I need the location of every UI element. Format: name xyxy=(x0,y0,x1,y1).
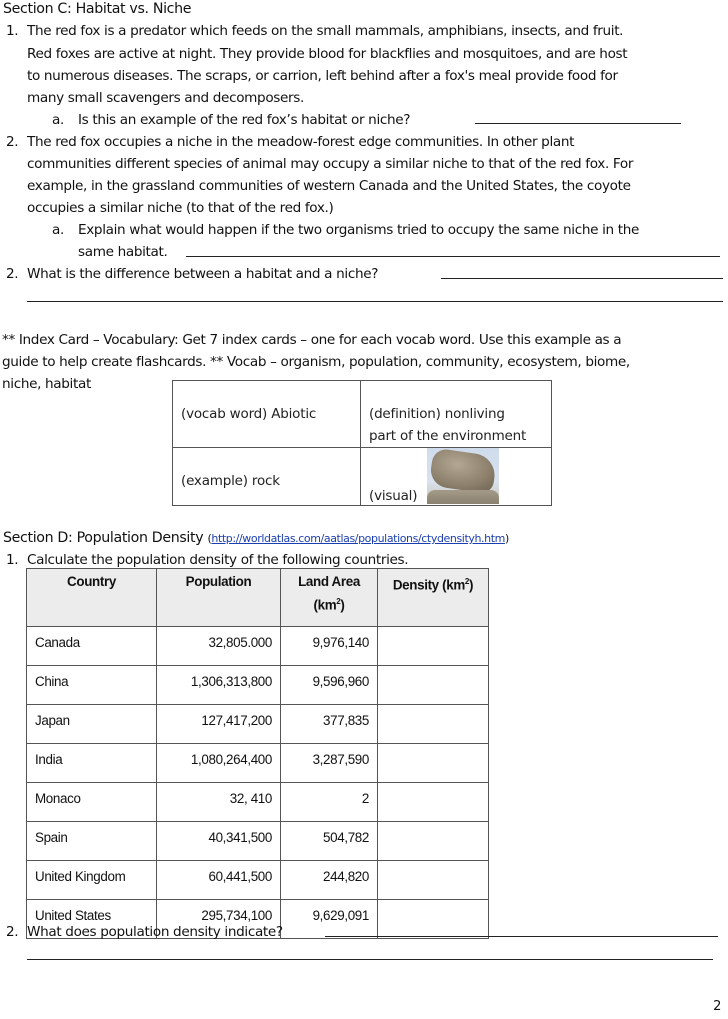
q3-number: 2. xyxy=(6,266,19,282)
cell-density-answer[interactable] xyxy=(378,783,489,822)
q1a-text: Is this an example of the red fox’s habitat or niche? xyxy=(78,112,411,128)
q1a-letter: a. xyxy=(52,112,64,128)
card-definition-line-2: part of the environment xyxy=(369,428,527,444)
cell-density-answer[interactable] xyxy=(378,861,489,900)
q3-answer-blank-1[interactable] xyxy=(441,264,723,279)
header-density-sup: 2 xyxy=(464,577,470,586)
cell-country: Japan xyxy=(27,705,157,744)
cell-density-answer[interactable] xyxy=(378,822,489,861)
section-d-title xyxy=(3,527,509,551)
section-d-title-text: Section D: Population Density xyxy=(3,530,204,546)
index-card-instructions-1: ** Index Card – Vocabulary: Get 7 index cards – one for each vocab word. Use this example as a xyxy=(2,332,622,348)
cell-density-answer[interactable] xyxy=(378,666,489,705)
header-land-area-label: Land Area xyxy=(298,574,360,589)
cell-country: China xyxy=(27,666,157,705)
header-land-area-close: ) xyxy=(340,597,345,613)
header-land-area-sup: 2 xyxy=(336,597,341,606)
cell-country: Spain xyxy=(27,822,157,861)
q1-line-3: to numerous diseases. The scraps, or carrion, left behind after a fox's meal provide food for xyxy=(27,68,618,84)
header-density-label: Density (km xyxy=(392,577,465,593)
table-row xyxy=(27,666,489,705)
q1-line-2: Red foxes are active at night. They provide blood for blackflies and mosquitoes, and are host xyxy=(27,46,628,62)
cell-land-area: 504,782 xyxy=(281,822,378,861)
q2a-line-1: Explain what would happen if the two organisms tried to occupy the same niche in the xyxy=(78,222,640,238)
header-land-area-unit: (km xyxy=(313,597,337,613)
link-close-paren: ) xyxy=(504,532,509,545)
cell-population: 60,441,500 xyxy=(157,861,281,900)
table-row xyxy=(27,783,489,822)
q2-line-4: occupies a similar niche (to that of the red fox.) xyxy=(27,200,334,216)
card-divider-vertical xyxy=(360,381,361,505)
page-number: 2 xyxy=(713,999,721,1014)
q2-line-3: example, in the grassland communities of western Canada and the United States, the coyote xyxy=(27,178,631,194)
cell-country: United States xyxy=(27,900,157,939)
header-population: Population xyxy=(157,569,281,627)
q2a-letter: a. xyxy=(52,222,64,238)
table-row xyxy=(27,861,489,900)
d-q2-answer-blank-1[interactable] xyxy=(325,922,718,937)
index-card-instructions-2: guide to help create flashcards. ** Vocab – organism, population, community, ecosystem, biome, xyxy=(2,354,630,370)
index-card-instructions-3: niche, habitat xyxy=(2,376,91,392)
q2-line-2: communities different species of animal may occupy a similar niche to that of the red fox. For xyxy=(27,156,634,172)
q2-number: 2. xyxy=(6,134,19,150)
cell-population: 1,306,313,800 xyxy=(157,666,281,705)
cell-land-area: 2 xyxy=(281,783,378,822)
cell-density-answer[interactable] xyxy=(378,744,489,783)
cell-density-answer[interactable] xyxy=(378,627,489,666)
cell-population: 1,080,264,400 xyxy=(157,744,281,783)
q3-answer-blank-2[interactable] xyxy=(27,287,723,302)
card-example: (example) rock xyxy=(181,473,280,489)
table-row xyxy=(27,627,489,666)
rock-base-shape xyxy=(427,490,499,504)
cell-population: 40,341,500 xyxy=(157,822,281,861)
card-definition-line-1: (definition) nonliving xyxy=(369,406,505,422)
q2a-line-2: same habitat. xyxy=(78,244,168,260)
table-header-row xyxy=(27,569,489,627)
d-q1-number: 1. xyxy=(6,552,19,568)
table-row xyxy=(27,744,489,783)
link-open-paren: ( xyxy=(207,532,212,545)
cell-land-area: 9,596,960 xyxy=(281,666,378,705)
q2a-answer-blank[interactable] xyxy=(186,242,720,257)
table-row xyxy=(27,705,489,744)
card-visual-label: (visual) xyxy=(369,488,418,504)
card-vocab-word: (vocab word) Abiotic xyxy=(181,406,317,422)
cell-country: India xyxy=(27,744,157,783)
q1-line-1: The red fox is a predator which feeds on the small mammals, amphibians, insects, and fruit. xyxy=(27,23,624,39)
q3-text: What is the difference between a habitat and a niche? xyxy=(27,266,379,282)
cell-land-area: 3,287,590 xyxy=(281,744,378,783)
cell-population: 127,417,200 xyxy=(157,705,281,744)
rock-boulder-shape xyxy=(429,448,498,494)
cell-density-answer[interactable] xyxy=(378,705,489,744)
d-q1-text: Calculate the population density of the following countries. xyxy=(27,552,409,568)
population-density-table xyxy=(26,568,489,939)
cell-population: 32, 410 xyxy=(157,783,281,822)
q2-line-1: The red fox occupies a niche in the meadow-forest edge communities. In other plant xyxy=(27,134,575,150)
cell-land-area: 244,820 xyxy=(281,861,378,900)
rock-image xyxy=(427,448,499,504)
q1-number: 1. xyxy=(6,23,19,39)
d-q2-number: 2. xyxy=(6,924,19,940)
cell-population: 32,805.000 xyxy=(157,627,281,666)
cell-country: Canada xyxy=(27,627,157,666)
cell-land-area: 9,976,140 xyxy=(281,627,378,666)
cell-population: 295,734,100 xyxy=(157,900,281,939)
section-c-title: Section C: Habitat vs. Niche xyxy=(3,1,192,17)
header-land-area xyxy=(281,569,378,627)
cell-land-area: 9,629,091 xyxy=(281,900,378,939)
d-q2-answer-blank-2[interactable] xyxy=(27,945,713,960)
cell-land-area: 377,835 xyxy=(281,705,378,744)
q1a-answer-blank[interactable] xyxy=(475,109,681,124)
example-index-card xyxy=(172,380,552,506)
header-density xyxy=(378,569,489,627)
worldatlas-link[interactable]: http://worldatlas.com/aatlas/populations/ctydensityh.htm xyxy=(211,532,505,545)
d-q2-text: What does population density indicate? xyxy=(27,924,283,940)
header-density-close: ) xyxy=(469,577,474,593)
cell-country: United Kingdom xyxy=(27,861,157,900)
table-row xyxy=(27,822,489,861)
header-country: Country xyxy=(27,569,157,627)
q1-line-4: many small scavengers and decomposers. xyxy=(27,90,304,106)
cell-country: Monaco xyxy=(27,783,157,822)
